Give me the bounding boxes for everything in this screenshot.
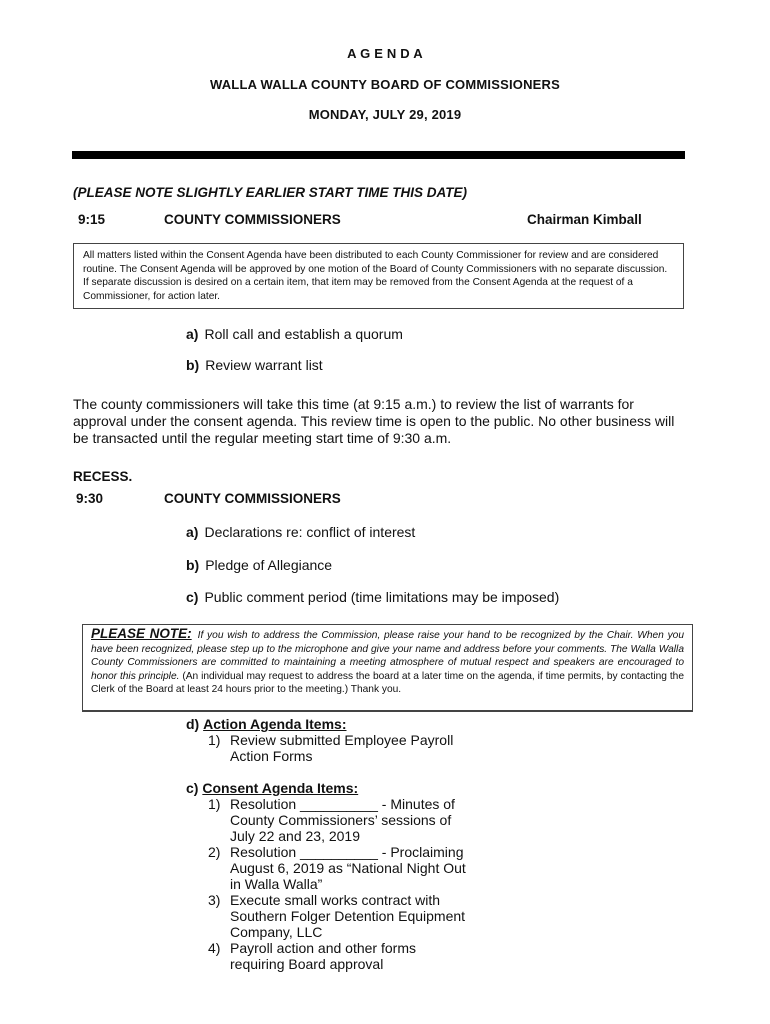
recess-label: RECESS. [73,469,133,484]
list-item [186,357,323,373]
list-item [186,892,470,940]
session1-chair: Chairman Kimball [527,212,642,227]
list-item [186,326,403,342]
item-number: 3) [208,892,221,908]
item-label: b) [186,357,200,373]
item-text: Roll call and establish a quorum [204,326,403,342]
action-heading: Action Agenda Items: [203,716,347,732]
action-agenda-section [186,716,470,764]
list-item [186,732,470,764]
header-divider [72,151,685,159]
item-number: 4) [208,940,221,956]
item-text: Execute small works contract with Southern Folger Detention Equipment Company, LLC [230,892,466,940]
consent-heading: Consent Agenda Items: [202,780,359,796]
consent-agenda-section [186,780,470,972]
item-text: Declarations re: conflict of interest [204,524,416,540]
item-text: Public comment period (time limitations may be imposed) [204,589,560,605]
item-number: 1) [208,732,221,748]
item-label: c) [186,589,199,605]
item-text: Pledge of Allegiance [205,557,333,573]
item-label: b) [186,557,200,573]
item-label: a) [186,326,199,342]
agenda-title: A G E N D A [347,46,423,61]
please-note-italic: If you wish to address the Commission, please raise your hand to be recognized by the Chair. When you have been recognized, please step up to the microphone and give your name and address before your comments. The Walla Walla County Commissioners are committed to maintaining a meeting atmosphere of mutual respect and speakers are encouraged to honor this principle. [91,630,684,682]
item-text: Resolution __________ - Proclaiming August 6, 2019 as “National Night Out in Walla Walla” [230,844,466,892]
item-text: Resolution __________ - Minutes of County Commissioners’ sessions of July 22 and 23, 2019 [230,796,455,844]
action-label: d) [186,716,200,732]
consent-label: c) [186,780,199,796]
list-item [186,844,470,892]
session2-time: 9:30 [76,491,104,506]
please-note-regular: (An individual may request to address the board at a later time on the agenda, if time permits, by contacting the Clerk of the Board at least 24 hours prior to the meeting.) Thank you. [91,670,684,696]
item-text: Review submitted Employee Payroll Action Forms [230,732,454,764]
session1-time: 9:15 [78,212,106,227]
item-label: a) [186,524,199,540]
session1-title: COUNTY COMMISSIONERS [164,212,341,227]
list-item [186,557,332,573]
please-note-label: PLEASE NOTE: [91,626,192,641]
list-item [186,796,470,844]
session2-title: COUNTY COMMISSIONERS [164,491,341,506]
meeting-date: MONDAY, JULY 29, 2019 [308,107,462,122]
warrant-paragraph: The county commissioners will take this time (at 9:15 a.m.) to review the list of warrants for approval under the consent agenda. This review time is open to the public. No other business will be transacted until the regular meeting start time of 9:30 a.m. [73,396,675,446]
item-number: 1) [208,796,221,812]
item-text: Review warrant list [205,357,323,373]
consent-info-box: All matters listed within the Consent Agenda have been distributed to each County Commissioner for review and are considered routine. The Consent Agenda will be approved by one motion of the Board of County Commissioners with no separate discussion. If separate discussion is desired on a certain item, that item may be removed from the Consent Agenda at the request of a Commissioner, for action later. [73,243,684,309]
start-time-notice: (PLEASE NOTE SLIGHTLY EARLIER START TIME THIS DATE) [73,185,468,200]
please-note-box [82,624,693,712]
list-item [186,524,415,540]
item-number: 2) [208,844,221,860]
list-item [186,589,559,605]
board-title: WALLA WALLA COUNTY BOARD OF COMMISSIONERS [209,77,561,92]
list-item [186,940,470,972]
item-text: Payroll action and other forms requiring Board approval [230,940,416,972]
